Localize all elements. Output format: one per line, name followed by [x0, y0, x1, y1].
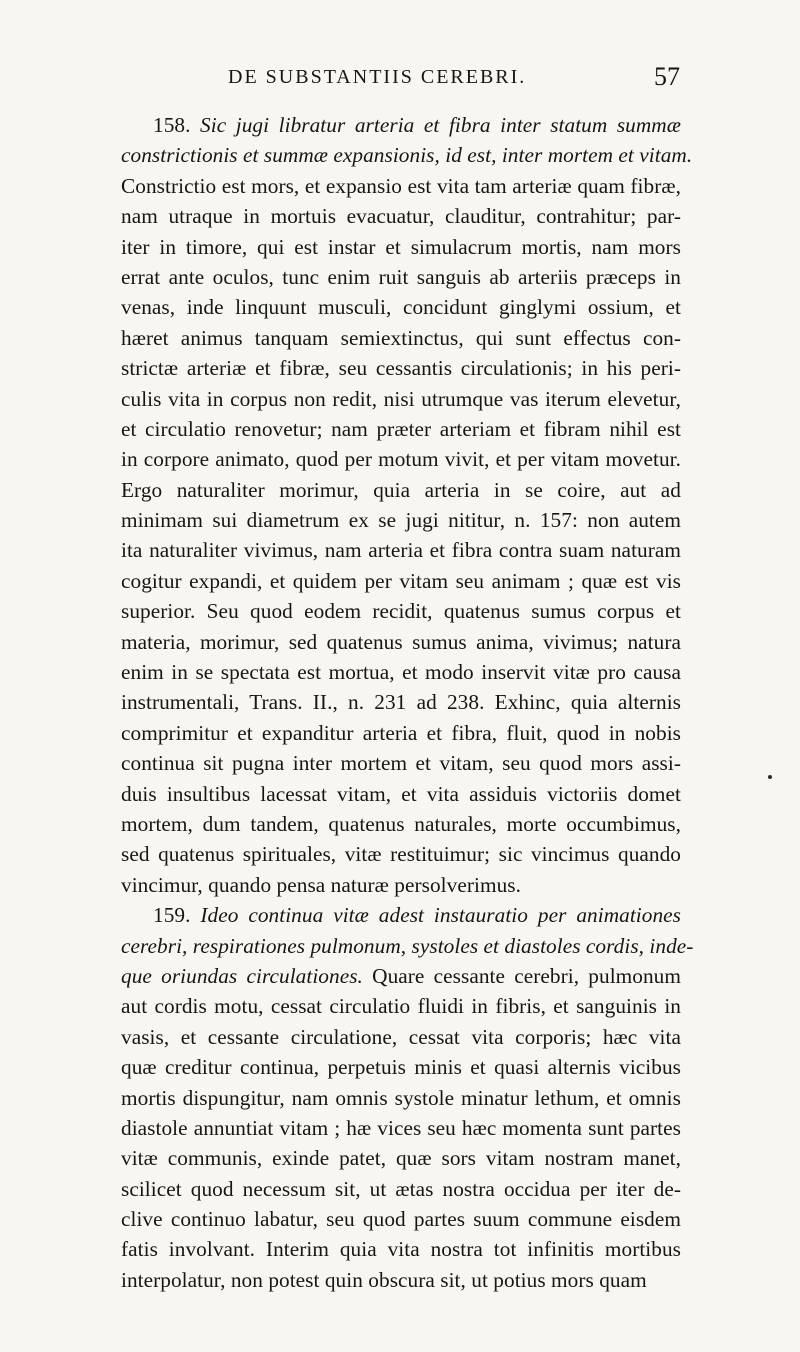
running-head [120, 62, 680, 96]
roman-text: sed quatenus spirituales, vitæ restituimur; sic vincimus quando [121, 842, 681, 867]
italic-text: que oriundas circulationes. [121, 963, 363, 988]
text-line [121, 931, 694, 961]
roman-text: Constrictio est mors, et expansio est vita tam arteriæ quam fibræ, [121, 173, 681, 198]
text-line [121, 627, 681, 657]
roman-text: Ergo naturaliter morimur, quia arteria in se coire, aut ad [121, 477, 681, 502]
roman-text: Quare cessante cerebri, pulmonum [362, 963, 681, 988]
roman-text: nam utraque in mortuis evacuatur, clauditur, contrahitur; par- [121, 204, 681, 229]
paragraph-1 [121, 110, 693, 900]
roman-text: et circulatio renovetur; nam præter arteriam et fibram nihil est [121, 416, 681, 441]
text-line [121, 384, 681, 414]
text-line [121, 748, 681, 778]
roman-text: clive continuo labatur, seu quod partes suum commune eisdem [121, 1207, 681, 1232]
roman-text: mortem, dum tandem, quatenus naturales, morte occumbimus, [121, 811, 681, 836]
text-line [121, 1052, 681, 1082]
roman-text: culis vita in corpus non redit, nisi utrumque vas iterum elevetur, [121, 386, 681, 411]
text-line [121, 809, 681, 839]
roman-text: ita naturaliter vivimus, nam arteria et fibra contra suam naturam [121, 538, 681, 563]
text-line [121, 870, 681, 900]
text-line [121, 961, 681, 991]
text-line [121, 596, 681, 626]
text-line [121, 900, 681, 930]
roman-text: scilicet quod necessum sit, ut ætas nostra occidua per iter de- [121, 1176, 681, 1201]
roman-text: in corpore animato, quod per motum vivit, et per vitam movetur. [121, 447, 681, 472]
text-line [121, 171, 681, 201]
roman-text: vasis, et cessante circulatione, cessat vita corporis; hæc vita [121, 1024, 681, 1049]
text-line [121, 1143, 681, 1173]
text-line [121, 292, 681, 322]
roman-text: superior. Seu quod eodem recidit, quatenus sumus corpus et [121, 599, 681, 624]
text-line [121, 1265, 681, 1295]
roman-text: strictæ arteriæ et fibræ, seu cessantis circulationis; in his peri- [121, 356, 681, 381]
roman-text: 159. [153, 903, 201, 928]
roman-text: venas, inde linquunt musculi, concidunt ginglymi ossium, et [121, 295, 681, 320]
text-line [121, 566, 681, 596]
roman-text: diastole annuntiat vitam ; hæ vices seu hæc momenta sunt partes [121, 1115, 681, 1140]
text-line [121, 1234, 681, 1264]
text-line [121, 414, 681, 444]
text-line [121, 475, 681, 505]
roman-text: continua sit pugna inter mortem et vitam, seu quod mors assi- [121, 751, 681, 776]
text-line [121, 535, 681, 565]
roman-text: duis insultibus lacessat vitam, et vita assiduis victoriis domet [121, 781, 681, 806]
text-line [121, 110, 681, 140]
text-line [121, 444, 681, 474]
text-line [121, 232, 681, 262]
text-line [121, 779, 681, 809]
roman-text: vincimur, quando pensa naturæ persolverimus. [121, 872, 521, 897]
page-number: 57 [654, 62, 680, 91]
roman-text: errat ante oculos, tunc enim ruit sanguis ab arteriis præceps in [121, 264, 681, 289]
text-line [121, 1174, 681, 1204]
text-line [121, 1113, 681, 1143]
print-speck [768, 775, 772, 779]
roman-text: minimam sui diametrum ex se jugi nititur, n. 157: non autem [121, 508, 681, 533]
text-line [121, 323, 681, 353]
italic-text: cerebri, respirationes pulmonum, systoles et diastoles cordis, inde- [121, 933, 694, 958]
text-line [121, 1022, 681, 1052]
roman-text: vitæ communis, exinde patet, quæ sors vitam nostram manet, [121, 1146, 681, 1171]
roman-text: aut cordis motu, cessat circulatio fluidi in fibris, et sanguinis in [121, 994, 681, 1019]
roman-text: iter in timore, qui est instar et simulacrum mortis, nam mors [121, 234, 681, 259]
running-title: DE SUBSTANTIIS CEREBRI. [228, 66, 527, 88]
text-line [121, 262, 681, 292]
roman-text: enim in se spectata est mortua, et modo inservit vitæ pro causa [121, 660, 681, 685]
text-line [121, 1204, 681, 1234]
italic-text: Sic jugi libratur arteria et fibra inter statum summæ [200, 113, 681, 137]
text-line [121, 505, 681, 535]
roman-text: fatis involvant. Interim quia vita nostra tot infinitis mortibus [121, 1237, 681, 1262]
roman-text: quæ creditur continua, perpetuis minis et quasi alternis vicibus [121, 1055, 681, 1080]
text-line [121, 991, 681, 1021]
body-text [121, 110, 694, 1295]
roman-text: 158. [153, 113, 201, 137]
text-line [121, 1083, 681, 1113]
text-line [121, 687, 681, 717]
text-line [121, 657, 681, 687]
text-line [121, 839, 681, 869]
roman-text: interpolatur, non potest quin obscura sit, ut potius mors quam [121, 1267, 647, 1292]
roman-text: mortis dispungitur, nam omnis systole minatur lethum, et omnis [121, 1085, 681, 1110]
roman-text: comprimitur et expanditur arteria et fibra, fluit, quod in nobis [121, 720, 681, 745]
text-line [121, 140, 693, 170]
text-line [121, 718, 681, 748]
italic-text: Ideo continua vitæ adest instauratio per animationes [200, 903, 681, 928]
roman-text: cogitur expandi, et quidem per vitam seu animam ; quæ est vis [121, 568, 681, 593]
roman-text: hæret animus tanquam semiextinctus, qui sunt effectus con- [121, 325, 681, 350]
roman-text: instrumentali, Trans. II., n. 231 ad 238. Exhinc, quia alternis [121, 690, 681, 715]
roman-text: materia, morimur, sed quatenus sumus anima, vivimus; natura [121, 629, 681, 654]
paragraph-2 [121, 900, 694, 1295]
text-line [121, 201, 681, 231]
italic-text: constrictionis et summæ expansionis, id est, inter mortem et vitam. [121, 143, 693, 168]
text-line [121, 353, 681, 383]
